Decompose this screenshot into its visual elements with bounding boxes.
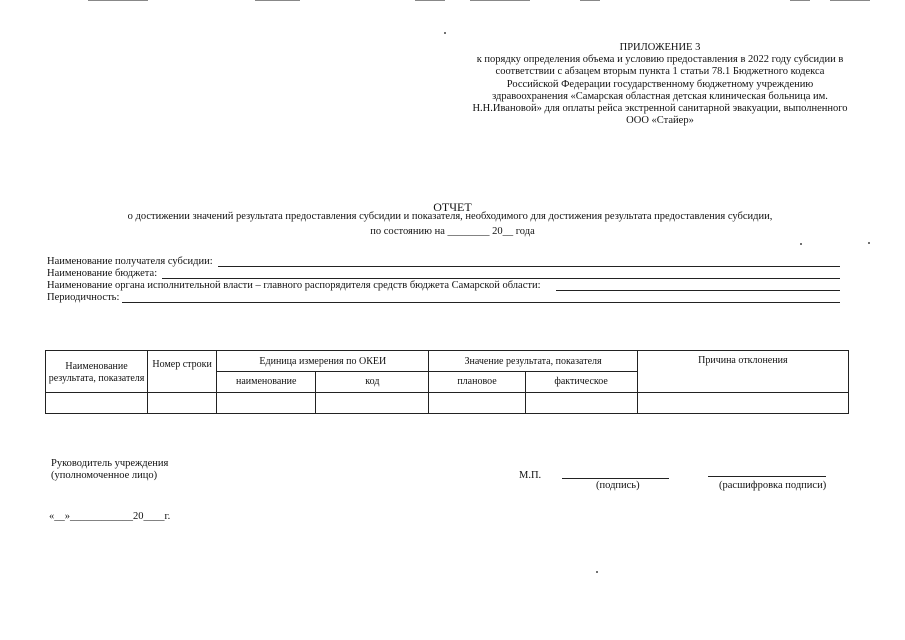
scan-dot: [596, 571, 598, 573]
report-date-line: по состоянию на ________ 20__ года: [370, 226, 535, 237]
cell-row-number[interactable]: [148, 393, 217, 414]
signature-head-line1: Руководитель учреждения: [51, 458, 169, 469]
stamp-label: М.П.: [519, 470, 542, 481]
scan-artifact: [790, 0, 810, 1]
signature-head-line2: (уполномоченное лицо): [51, 470, 158, 481]
cell-reason[interactable]: [637, 393, 848, 414]
appendix-header: [470, 42, 850, 127]
field-recipient-line[interactable]: [218, 266, 840, 267]
appendix-title: ПРИЛОЖЕНИЕ 3: [619, 42, 701, 53]
cell-unit-name[interactable]: [217, 393, 316, 414]
cell-value-fact[interactable]: [525, 393, 637, 414]
field-authority-line[interactable]: [556, 290, 840, 291]
signature-date-line: «__»____________20____г.: [49, 511, 171, 522]
cell-unit-code[interactable]: [316, 393, 429, 414]
scan-artifact: [255, 0, 300, 1]
field-periodicity-label: Периодичность:: [47, 292, 120, 303]
report-table: [45, 350, 849, 414]
field-budget-line[interactable]: [162, 278, 840, 279]
scan-artifact: [470, 0, 530, 1]
scan-artifact: [830, 0, 870, 1]
scan-dot: [444, 32, 446, 34]
header-value: Значение результата, показателя: [429, 351, 637, 372]
header-row-number: Номер строки: [148, 351, 217, 393]
scan-dot: [800, 243, 802, 245]
signature-caption: (подпись): [596, 480, 640, 491]
scan-dot: [868, 242, 870, 244]
cell-result[interactable]: [46, 393, 148, 414]
field-periodicity-line[interactable]: [122, 302, 840, 303]
header-value-plan: плановое: [429, 372, 525, 393]
table-row: [46, 393, 849, 414]
cell-value-plan[interactable]: [429, 393, 525, 414]
signature-decode-line[interactable]: [708, 476, 826, 477]
signature-decode-caption: (расшифровка подписи): [719, 480, 827, 491]
scan-artifact: [88, 0, 148, 1]
header-value-fact: фактическое: [525, 372, 637, 393]
appendix-text: к порядку определения объема и условию предоставления в 2022 году субсидии в соответствии с абзацем вторым пункта 1 статьи 78.1 Бюджетного кодекса Российской Федерации государственному бюджетному учреждению здравоохранения «Самарская областная детская клиническая больница им. Н.Н.Ивановой» для оплаты рейса экстренной санитарной эвакуации, выполненного ООО «Стайер»: [472, 54, 848, 127]
field-recipient-label: Наименование получателя субсидии:: [47, 256, 213, 267]
header-unit: Единица измерения по ОКЕИ: [217, 351, 429, 372]
report-title: ОТЧЕТ: [433, 200, 472, 214]
signature-line[interactable]: [562, 478, 669, 479]
report-subtitle: о достижении значений результата предоставления субсидии и показателя, необходимого для достижения результата предоставления субсидии,: [127, 211, 773, 222]
header-unit-code: код: [316, 372, 429, 393]
field-budget-label: Наименование бюджета:: [47, 268, 158, 279]
header-result: Наименование результата, показателя: [46, 351, 148, 393]
header-unit-name: наименование: [217, 372, 316, 393]
scan-artifact: [415, 0, 445, 1]
field-authority-label: Наименование органа исполнительной власти – главного распорядителя средств бюджета Самарской области:: [47, 280, 541, 291]
table-header-row: [46, 351, 849, 372]
header-reason: Причина отклонения: [637, 351, 848, 393]
scan-artifact: [580, 0, 600, 1]
